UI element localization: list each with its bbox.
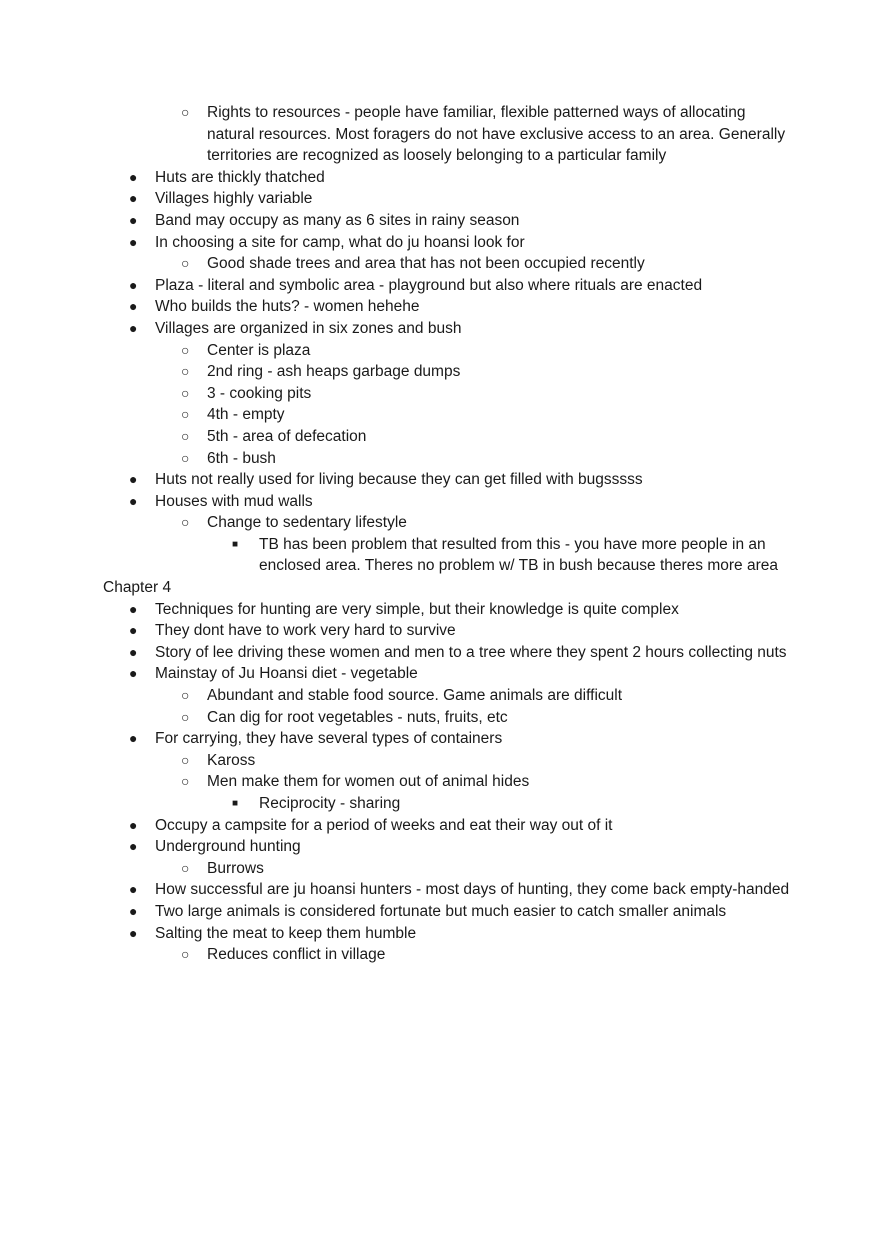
- list-item-text: 5th - area of defecation: [207, 427, 367, 445]
- list-item-text: Techniques for hunting are very simple, but their knowledge is quite complex: [155, 600, 679, 618]
- list-item-text: Villages highly variable: [155, 190, 313, 208]
- list-item: [103, 275, 793, 297]
- disc-bullet-icon: ●: [129, 492, 138, 509]
- list-item-text: Reciprocity - sharing: [259, 795, 401, 812]
- disc-bullet-icon: ●: [129, 298, 138, 315]
- disc-bullet-icon: ●: [129, 168, 138, 185]
- list-item-text: Kaross: [207, 751, 256, 769]
- list-item-text: Center is plaza: [207, 341, 311, 359]
- list-item-text: Occupy a campsite for a period of weeks and eat their way out of it: [155, 816, 613, 834]
- list-item: [103, 167, 793, 189]
- list-item: [103, 448, 793, 470]
- list-item: [103, 728, 793, 750]
- list-item-text: Who builds the huts? - women hehehe: [155, 298, 420, 316]
- list-item: [103, 512, 793, 534]
- list-item-text: Men make them for women out of animal hides: [207, 773, 530, 791]
- list-item-text: Reduces conflict in village: [207, 946, 386, 964]
- disc-bullet-icon: ●: [129, 881, 138, 898]
- list-item: [103, 253, 793, 275]
- disc-bullet-icon: ●: [129, 643, 138, 660]
- list-item-text: Villages are organized in six zones and bush: [155, 319, 462, 337]
- list-item: [103, 620, 793, 642]
- list-item: [103, 296, 793, 318]
- list-item: [103, 599, 793, 621]
- list-item: [103, 815, 793, 837]
- list-item: [103, 469, 793, 491]
- list-item-text: Rights to resources - people have familiar, flexible patterned ways of allocating natural resources. Most foragers do not have exclusive access to an area. Generally territories are recognized as loosely belonging to a particular family: [207, 104, 786, 165]
- circle-bullet-icon: ○: [181, 773, 190, 790]
- list-item: [103, 361, 793, 383]
- disc-bullet-icon: ●: [129, 471, 138, 488]
- list-item-text: TB has been problem that resulted from this - you have more people in an enclosed area. Theres no problem w/ TB in bush because theres more area: [259, 535, 778, 575]
- circle-bullet-icon: ○: [181, 427, 190, 444]
- list-item: [103, 750, 793, 772]
- list-item: [103, 923, 793, 945]
- list-item-text: 3 - cooking pits: [207, 384, 312, 402]
- circle-bullet-icon: ○: [181, 708, 190, 725]
- section-heading: [103, 577, 793, 599]
- disc-bullet-icon: ●: [129, 600, 138, 617]
- circle-bullet-icon: ○: [181, 687, 190, 704]
- circle-bullet-icon: ○: [181, 255, 190, 272]
- list-item: [103, 663, 793, 685]
- list-item: [103, 318, 793, 340]
- list-item-text: In choosing a site for camp, what do ju hoansi look for: [155, 233, 525, 251]
- list-item: [103, 404, 793, 426]
- list-item: [103, 426, 793, 448]
- circle-bullet-icon: ○: [181, 384, 190, 401]
- circle-bullet-icon: ○: [181, 946, 190, 963]
- list-item: [103, 232, 793, 254]
- disc-bullet-icon: ●: [129, 276, 138, 293]
- circle-bullet-icon: ○: [181, 859, 190, 876]
- list-item-text: Two large animals is considered fortunate but much easier to catch smaller animals: [155, 902, 727, 920]
- list-item: [103, 210, 793, 232]
- section-heading-text: Chapter 4: [103, 579, 172, 597]
- disc-bullet-icon: ●: [129, 902, 138, 919]
- circle-bullet-icon: ○: [181, 341, 190, 358]
- circle-bullet-icon: ○: [181, 751, 190, 768]
- disc-bullet-icon: ●: [129, 319, 138, 336]
- list-item: [103, 944, 793, 966]
- list-item-text: Houses with mud walls: [155, 492, 313, 510]
- list-item: [103, 340, 793, 362]
- disc-bullet-icon: ●: [129, 924, 138, 941]
- list-item-text: For carrying, they have several types of containers: [155, 730, 503, 748]
- list-item: [103, 685, 793, 707]
- list-item: [103, 858, 793, 880]
- list-item-text: 2nd ring - ash heaps garbage dumps: [207, 363, 461, 381]
- list-item: [103, 534, 793, 577]
- list-item-text: Mainstay of Ju Hoansi diet - vegetable: [155, 665, 418, 683]
- list-item-text: Story of lee driving these women and men to a tree where they spent 2 hours collecting nuts: [155, 643, 787, 661]
- list-item-text: Salting the meat to keep them humble: [155, 924, 417, 942]
- disc-bullet-icon: ●: [129, 665, 138, 682]
- list-item-text: Huts are thickly thatched: [155, 168, 325, 186]
- list-item-text: They dont have to work very hard to survive: [155, 622, 456, 640]
- list-item-text: Underground hunting: [155, 838, 301, 856]
- circle-bullet-icon: ○: [181, 406, 190, 423]
- circle-bullet-icon: ○: [181, 104, 190, 120]
- list-item-text: 6th - bush: [207, 449, 276, 467]
- square-bullet-icon: ■: [232, 798, 239, 809]
- list-item-text: Change to sedentary lifestyle: [207, 514, 407, 532]
- list-item-text: Abundant and stable food source. Game animals are difficult: [207, 687, 623, 705]
- disc-bullet-icon: ●: [129, 211, 138, 228]
- disc-bullet-icon: ●: [129, 838, 138, 855]
- disc-bullet-icon: ●: [129, 622, 138, 639]
- list-item-text: Plaza - literal and symbolic area - playground but also where rituals are enacted: [155, 276, 703, 294]
- list-item: [103, 642, 793, 664]
- list-item: [103, 188, 793, 210]
- list-item-text: Can dig for root vegetables - nuts, fruits, etc: [207, 708, 508, 726]
- disc-bullet-icon: ●: [129, 190, 138, 207]
- list-item-text: Good shade trees and area that has not been occupied recently: [207, 255, 645, 273]
- list-item: [103, 102, 793, 167]
- circle-bullet-icon: ○: [181, 449, 190, 466]
- list-item: [103, 901, 793, 923]
- circle-bullet-icon: ○: [181, 514, 190, 531]
- list-item: [103, 491, 793, 513]
- list-item-text: Burrows: [207, 859, 264, 877]
- list-item-text: How successful are ju hoansi hunters - most days of hunting, they come back empty-handed: [155, 881, 790, 899]
- list-item: [103, 879, 793, 901]
- list-item: [103, 771, 793, 793]
- disc-bullet-icon: ●: [129, 730, 138, 747]
- list-item: [103, 707, 793, 729]
- disc-bullet-icon: ●: [129, 816, 138, 833]
- list-item: [103, 793, 793, 815]
- list-item-text: 4th - empty: [207, 406, 285, 424]
- list-item-text: Huts not really used for living because they can get filled with bugsssss: [155, 471, 643, 489]
- notes-list: [103, 102, 793, 966]
- list-item: [103, 836, 793, 858]
- list-item-text: Band may occupy as many as 6 sites in rainy season: [155, 211, 520, 229]
- square-bullet-icon: ■: [232, 538, 239, 550]
- disc-bullet-icon: ●: [129, 233, 138, 250]
- circle-bullet-icon: ○: [181, 363, 190, 380]
- list-item: [103, 383, 793, 405]
